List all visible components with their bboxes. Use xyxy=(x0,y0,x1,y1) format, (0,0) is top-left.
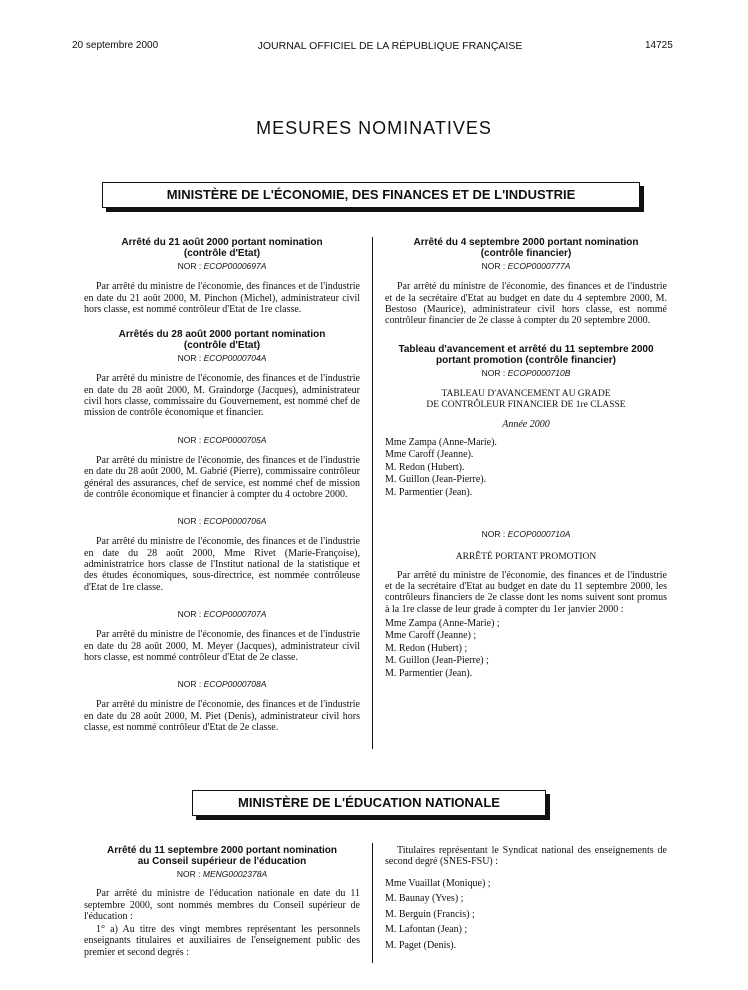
nor-line: NOR : ECOP0000697A xyxy=(177,261,267,271)
arrete-text: Par arrêté du ministre de l'économie, des finances et de l'industrie et de la secrétaire d'Etat au budget en date du 4 septembre 2000, M. Bestoso (Maurice), administrateur civil hors classe, est nommé contrôleur financier de 2e classe à compter du 20 septembre 2000. xyxy=(385,281,667,327)
list-item: M. Berguin (Francis) ; xyxy=(385,908,475,920)
column-divider xyxy=(372,843,373,963)
arrete-text: Par arrêté du ministre de l'économie, des finances et de l'industrie en date du 28 août 2000, M. Meyer (Jacques), administrateur civil hors classe, est nommé contrôleur d'Etat de 2e classe. xyxy=(84,629,360,663)
list-item: Mme Caroff (Jeanne) ; xyxy=(385,630,477,642)
left-column xyxy=(84,237,360,733)
list-item: M. Paget (Denis). xyxy=(385,939,457,951)
nor-line: NOR : ECOP0000710A xyxy=(481,529,571,540)
list-item: M. Baunay (Yves) ; xyxy=(385,893,464,905)
tableau-names-list xyxy=(385,437,667,500)
nor-line: NOR : ECOP0000708A xyxy=(177,679,267,690)
page-number: 14725 xyxy=(645,40,673,51)
list-item: M. Guillon (Jean-Pierre). xyxy=(385,474,487,486)
nor-line: NOR : ECOP0000706A xyxy=(177,516,267,527)
education-right-column xyxy=(385,845,667,953)
promotion-names-list xyxy=(385,618,667,681)
arrete-text: Par arrêté du ministre de l'économie, des finances et de l'industrie en date du 28 août 2000, M. Gabrié (Pierre), commissaire contrôleur général des assurances, chef de service, est nommé chef de mission de contrôle économique et financier à compter du 4 octobre 2000. xyxy=(84,454,360,500)
column-divider xyxy=(372,237,373,749)
arrete-heading: Arrêté du 4 septembre 2000 portant nomination (contrôle financier) xyxy=(413,237,639,259)
right-column xyxy=(385,237,667,680)
education-left-column xyxy=(84,845,360,958)
nor-line: NOR : ECOP0000710B xyxy=(481,368,571,379)
arrete-text: Par arrêté du ministre de l'économie, des finances et de l'industrie en date du 28 août 2000, Mme Rivet (Marie-Françoise), administratrice hors classe de l'Institut national de la statistique et des études économiques, sous-directrice, est nommée contrôleuse d'Etat de 1re classe. xyxy=(84,536,360,593)
nor-line: NOR : ECOP0000704A xyxy=(177,353,267,364)
list-item: Mme Vuaillat (Monique) ; xyxy=(385,877,491,889)
arrete-heading: Arrêtés du 28 août 2000 portant nomination (contrôle d'Etat) xyxy=(118,329,326,352)
ministry-heading-economy: MINISTÈRE DE L'ÉCONOMIE, DES FINANCES ET DE L'INDUSTRIE xyxy=(102,182,640,208)
list-item: M. Redon (Hubert) ; xyxy=(385,642,468,654)
ministry-heading-education: MINISTÈRE DE L'ÉDUCATION NATIONALE xyxy=(192,790,546,816)
tableau-heading: Tableau d'avancement et arrêté du 11 septembre 2000 portant promotion (contrôle financier) xyxy=(398,344,654,367)
nor-line: NOR : ECOP0000777A xyxy=(481,261,571,271)
nor-line: NOR : ECOP0000705A xyxy=(177,434,267,445)
list-item: M. Parmentier (Jean). xyxy=(385,667,473,679)
arrete-text: Par arrêté du ministre de l'économie, des finances et de l'industrie en date du 21 août 2000, M. Pinchon (Michel), administrateur civil hors classe, est nommé contrôleur d'Etat de 1re classe. xyxy=(84,281,360,315)
list-item: Mme Caroff (Jeanne). xyxy=(385,449,474,461)
snes-names-list xyxy=(385,876,667,954)
arrete-heading: Arrêté du 21 août 2000 portant nomination (contrôle d'Etat) xyxy=(121,237,323,259)
arrete-text: Par arrêté du ministre de l'économie, des finances et de l'industrie en date du 28 août 2000, M. Graindorge (Jacques), administrateur civil hors classe, commissaire du Gouvernement, est nommé chef de mission de contrôle économique et financier. xyxy=(84,373,360,419)
list-item: M. Lafontan (Jean) ; xyxy=(385,924,468,936)
list-item: M. Guillon (Jean-Pierre) ; xyxy=(385,655,489,667)
arrete-text: 1° a) Au titre des vingt membres représentant les personnels enseignants titulaires et auxiliaires de l'enseignement public des premier et second degrés : xyxy=(84,924,360,958)
arrete-text: Par arrêté du ministre de l'éducation nationale en date du 11 septembre 2000, sont nommés membres du Conseil supérieur de l'éducation : xyxy=(84,888,360,922)
header-date: 20 septembre 2000 xyxy=(72,40,159,51)
arrete-text: Par arrêté du ministre de l'économie, des finances et de l'industrie et de la secrétaire d'Etat au budget en date du 11 septembre 2000, les contrôleurs financiers de 2e classe dont les noms suivent sont promus à la 1re classe de leur grade à compter du 1er janvier 2000 : xyxy=(385,569,667,615)
list-item: Mme Zampa (Anne-Marie) ; xyxy=(385,617,500,629)
nor-line: NOR : MENG0002378A xyxy=(176,869,268,879)
journal-name: JOURNAL OFFICIEL DE LA RÉPUBLIQUE FRANÇAISE xyxy=(257,40,523,52)
list-item: Mme Zampa (Anne-Marie). xyxy=(385,436,497,448)
page-title: MESURES NOMINATIVES xyxy=(256,118,492,138)
tableau-subtitle: TABLEAU D'AVANCEMENT AU GRADE DE CONTRÔLEUR FINANCIER DE 1re CLASSE xyxy=(426,388,626,411)
arrete-subtitle: ARRÊTÉ PORTANT PROMOTION xyxy=(455,552,597,563)
list-item: M. Redon (Hubert). xyxy=(385,461,465,473)
tableau-year: Année 2000 xyxy=(502,419,550,431)
arrete-text: Par arrêté du ministre de l'économie, des finances et de l'industrie en date du 28 août 2000, M. Piet (Denis), administrateur civil hors classe, est nommé contrôleur d'Etat de 2e classe. xyxy=(84,699,360,734)
nor-line: NOR : ECOP0000707A xyxy=(177,608,267,619)
arrete-heading: Arrêté du 11 septembre 2000 portant nomination au Conseil supérieur de l'éducation xyxy=(106,845,338,867)
arrete-text: Titulaires représentant le Syndicat national des enseignements de second degré (SNES-FSU) : xyxy=(385,845,667,868)
list-item: M. Parmentier (Jean). xyxy=(385,486,473,498)
